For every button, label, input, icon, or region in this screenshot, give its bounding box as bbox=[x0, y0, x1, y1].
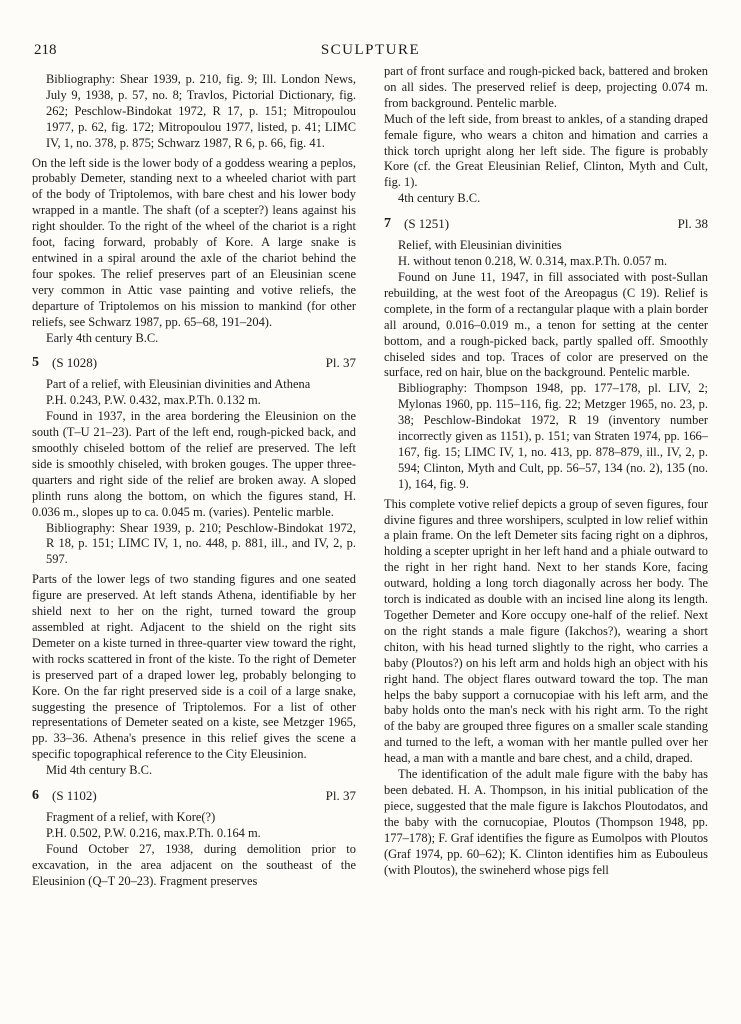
dimensions-7: H. without tenon 0.218, W. 0.314, max.P.Th. 0.057 m. bbox=[398, 254, 668, 269]
date-6: 4th century B.C. bbox=[398, 191, 481, 206]
bibliography-5: Bibliography: Shear 1939, p. 210; Peschlow-Bindokat 1972, R 18, p. 151; LIMC IV, 1, no. 448, p. 881, ill., and IV, 2, p. 597. bbox=[46, 520, 356, 567]
continuation-6: part of front surface and rough-picked back, battered and broken on all sides. The preserved relief is deep, projecting 0.074 m. from background. Pentelic marble. bbox=[384, 64, 708, 110]
description-4: On the left side is the lower body of a goddess wearing a peplos, probably Demeter, standing next to a wheeled chariot with part of the body of Triptolemos, with bare chest and his lower body wrapped in a mantle. The shaft (of a scepter?) leans against his right shoulder. To the right of the wheel of the chariot is a right foot, facing forward, probably of Kore. A large snake is entwined in a spiral around the axle of the chariot behind the four spokes. The relief preserves part of an Eleusinian scene very common in Attic vase painting and votive reliefs, the departure of Triptolemos on his mission to mankind (for other reliefs, see Schwarz 1987, pp. 65–68, 191–204). bbox=[32, 155, 356, 329]
title-7: Relief, with Eleusinian divinities bbox=[398, 238, 562, 253]
entry-6-heading bbox=[32, 788, 356, 806]
description-5: Parts of the lower legs of two standing figures and one seated figure are preserved. At left stands Athena, identifiable by her shield next to her on the right, turned toward the group assembled at right. Adjacent to the shield on the right sits Demeter on a kiste turned in three-quarter view toward the right, with rocks scattered in front of the kiste. To the right of Demeter is preserved part of a draped lower leg, probably belonging to Kore. On the far right preserved side is a coil of a large snake, suggesting the presence of Triptolemos. For a list of other representations of Demeter seated on a kiste, see Metzger 1965, pp. 33–36. Athena's presence in this relief gives the scene a specific topographical reference to the City Eleusinion. bbox=[32, 572, 356, 762]
entry-number: 6 bbox=[32, 788, 39, 804]
plate-reference: Pl. 38 bbox=[677, 216, 708, 232]
description-6: Much of the left side, from breast to ankles, of a standing draped female figure, who wears a chiton and himation and carries a thick torch upright along her left side. The figure is probably Kore (cf. the Great Eleusinian Relief, Clinton, Myth and Cult, fig. 1). bbox=[384, 111, 708, 190]
bibliography-4: Bibliography: Shear 1939, p. 210, fig. 9; Ill. London News, July 9, 1938, p. 57, no. 8; Travlos, Pictorial Dictionary, fig. 262; Peschlow-Bindokat 1972, R 17, p. 151; Mitropoulou 1977, p. 62, fig. 172; Mitropoulou 1977, listed, p. 41; LIMC IV, 1, no. 378, p. 875; Schwarz 1987, R 6, p. 66, fig. 41. bbox=[46, 72, 356, 150]
findspot-7: Found on June 11, 1947, in fill associated with post-Sullan rebuilding, at the west foot of the Areopagus (C 19). Relief is complete, in the form of a rectangular plaque with a plain border all around, 0.016–0.019 m., a tenon for setting at the center bottom, and a rough-picked back, partly spalled off. Smoothly chiseled sides and top. Traces of color are preserved on the surface, red on hair, blue on the background. Pentelic marble. bbox=[384, 269, 708, 380]
plate-reference: Pl. 37 bbox=[325, 355, 356, 371]
dimensions-5: P.H. 0.243, P.W. 0.432, max.P.Th. 0.132 m. bbox=[46, 393, 261, 408]
description-7: This complete votive relief depicts a group of seven figures, four divine figures and three worshipers, sculpted in low relief within a plain frame. On the left Demeter sits facing right on a diphros, holding a scepter upright in her left hand and a phiale outward to the right in her right hand. Next to her stands Kore, facing outward, holding a long torch diagonally across her body. The torch is indicated as double with an incised line along its length. Together Demeter and Kore occupy one-half of the relief. Next on the right stands a male figure (Iakchos?), wearing a short chiton, with his head turned slightly to the right, who carries a baby (Ploutos?) on his left arm and holds high an object with his right hand. The object flares outward toward the top. The man helps the baby support a cornucopiae with his left arm, and the baby holds onto the man's neck with his right arm. To the right of the baby are grouped three figures on a smaller scale standing and turned to the left, a woman with her mantle pulled over her head, a man with a mantle and bare chest, and a child, draped. bbox=[384, 496, 708, 766]
title-6: Fragment of a relief, with Kore(?) bbox=[46, 810, 216, 825]
running-title: SCULPTURE bbox=[320, 42, 421, 58]
page-number: 218 bbox=[34, 42, 57, 58]
plate-reference: Pl. 37 bbox=[325, 788, 356, 804]
date-4: Early 4th century B.C. bbox=[46, 330, 159, 345]
dimensions-6: P.H. 0.502, P.W. 0.216, max.P.Th. 0.164 m. bbox=[46, 825, 261, 840]
left-column bbox=[32, 72, 356, 890]
identification-7: The identification of the adult male figure with the baby has been debated. H. A. Thompson, in his initial publication of the piece, suggested that the male figure is Iakchos Ploutodatos, and the baby with the cornucopiae, Ploutos (Thompson 1948, pp. 177–178); F. Graf identifies the figure as Eumolpos with Ploutos (Graf 1974, pp. 60–62); K. Clinton identifies him as Eubouleus (with Ploutos), the swineherd whose pigs fell bbox=[384, 767, 708, 877]
entry-5-heading bbox=[32, 355, 356, 373]
title-5: Part of a relief, with Eleusinian divinities and Athena bbox=[46, 377, 311, 392]
inventory-number: (S 1028) bbox=[52, 355, 98, 371]
entry-number: 5 bbox=[32, 355, 39, 371]
inventory-number: (S 1102) bbox=[52, 788, 97, 804]
date-5: Mid 4th century B.C. bbox=[46, 763, 153, 778]
findspot-6: Found October 27, 1938, during demolition prior to excavation, in the area adjacent on the southeast of the Eleusinion (Q–T 20–23). Fragment preserves bbox=[32, 841, 356, 888]
right-column bbox=[384, 41, 708, 878]
entry-number: 7 bbox=[384, 216, 391, 232]
bibliography-7: Bibliography: Thompson 1948, pp. 177–178, pl. LIV, 2; Mylonas 1960, pp. 115–116, fig. 22; Metzger 1965, no. 23, p. 38; Peschlow-Bindokat 1972, R 19 (inventory number incorrectly given as 1151), p. 151; van Straten 1974, pp. 166–167, fig. 15; LIMC IV, 1, no. 413, pp. 878–879, ill., IV, 2, p. 594; Clinton, Myth and Cult, pp. 56–57, 134 (no. 2), 135 (no. 1), 164, fig. 9. bbox=[398, 381, 708, 491]
entry-7-heading bbox=[384, 216, 708, 234]
inventory-number: (S 1251) bbox=[404, 216, 450, 232]
findspot-5: Found in 1937, in the area bordering the Eleusinion on the south (T–U 21–23). Part of the left end, rough-picked back, and smoothly chiseled bottom of the relief are preserved. The left side is smoothly chiseled, with broken gouges. The upper three-quarters and right side of the relief are broken away. A sloped plinth runs along the bottom, on which the figures stand, H. 0.036 m., slopes up to ca. 0.045 m. (varies). Pentelic marble. bbox=[32, 409, 356, 519]
